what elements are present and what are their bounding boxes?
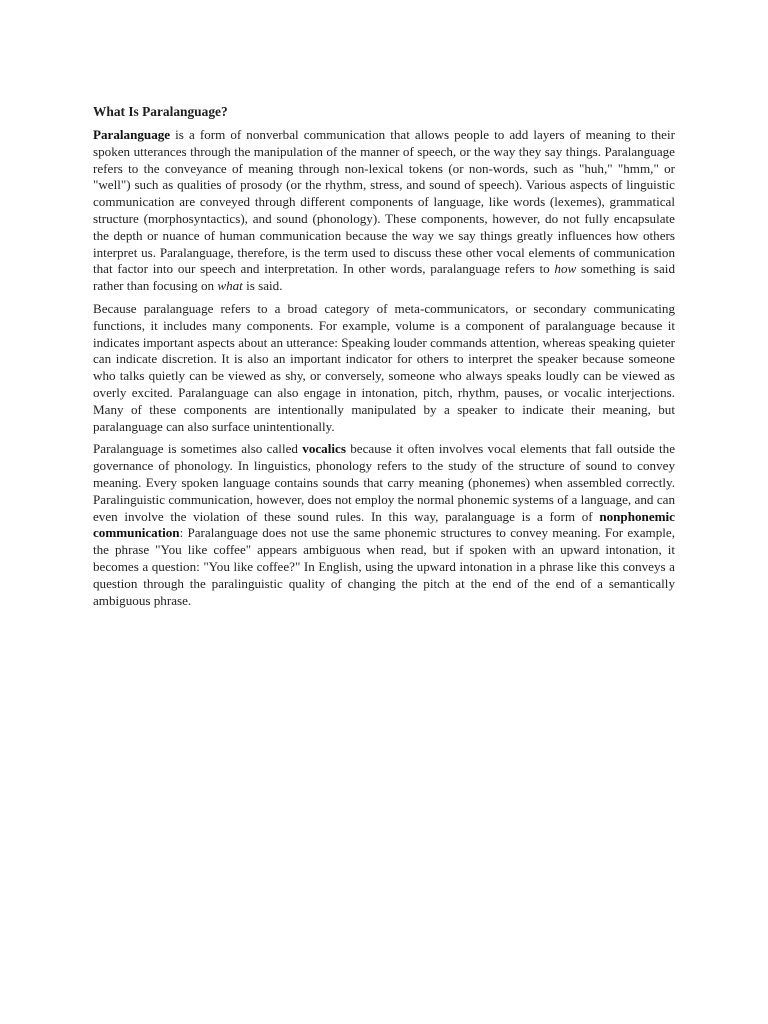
term-nonphonemic-communication: nonphonemic communication <box>93 508 675 541</box>
term-vocalics: vocalics <box>302 441 346 457</box>
emphasis-what: what <box>217 278 243 294</box>
document-heading: What Is Paralanguage? <box>93 104 228 119</box>
paragraph-1-text-b: something is said rather than focusing on <box>93 261 675 294</box>
paragraph-1 <box>93 127 675 295</box>
paragraph-3-text-a: Paralanguage is sometimes also called <box>93 441 303 457</box>
paragraph-1-text-a: is a form of nonverbal communication that allows people to add layers of meaning to their spoken utterances through the manipulation of the manner of speech, or the way they say things. Paralanguage refers to the conveyance of meaning through non-lexical tokens (or non-words, such as "huh," "hmm," or "well") such as qualities of prosody (or the rhythm, stress, and sound of speech). Various aspects of linguistic communication are conveyed through different components of language, like words (lexemes), grammatical structure (morphosyntactics), and sound (phonology). These components, however, do not fully encapsulate the depth or nuance of human communication because the way we say things greatly influences how others interpret us. Paralanguage, therefore, is the term used to discuss these other vocal elements of communication that factor into our speech and interpretation. In other words, paralanguage refers to <box>93 127 675 277</box>
document-page <box>93 103 675 615</box>
paragraph-2 <box>93 301 675 435</box>
paragraph-3-text-b: because it often involves vocal elements that fall outside the governance of phonology. In linguistics, phonology refers to the study of the structure of sound to convey meaning. Every spoken language contains sounds that carry meaning (phonemes) when assembled correctly. Paralinguistic communication, however, does not employ the normal phonemic systems of a language, and can even involve the violation of these sound rules. In this way, paralanguage is a form of <box>93 441 676 524</box>
paragraph-1-text-c: is said. <box>242 278 283 294</box>
paragraph-3 <box>93 441 675 609</box>
term-paralanguage: Paralanguage <box>93 127 171 142</box>
paragraph-2-text: Because paralanguage refers to a broad category of meta-communicators, or secondary communicating functions, it includes many components. For example, volume is a component of paralanguage because it indicates important aspects about an utterance: Speaking louder commands attention, whereas speaking quieter can indicate discretion. It is also an important indicator for others to interpret the speaker because someone who talks quietly can be viewed as shy, or conversely, someone who always speaks loudly can be viewed as overly excited. Paralanguage can also engage in intonation, pitch, rhythm, pauses, or vocalic interjections. Many of these components are intentionally manipulated by a speaker to indicate their meaning, but paralanguage can also surface unintentionally. <box>93 300 675 434</box>
emphasis-how: how <box>554 261 577 277</box>
paragraph-3-text-c: : Paralanguage does not use the same phonemic structures to convey meaning. For example, the phrase "You like coffee" appears ambiguous when read, but if spoken with an upward intonation, it becomes a question: "You like coffee?" In English, using the upward intonation in a phrase like this conveys a question through the paralinguistic quality of changing the pitch at the end of the end of a semantically ambiguous phrase. <box>93 525 675 608</box>
